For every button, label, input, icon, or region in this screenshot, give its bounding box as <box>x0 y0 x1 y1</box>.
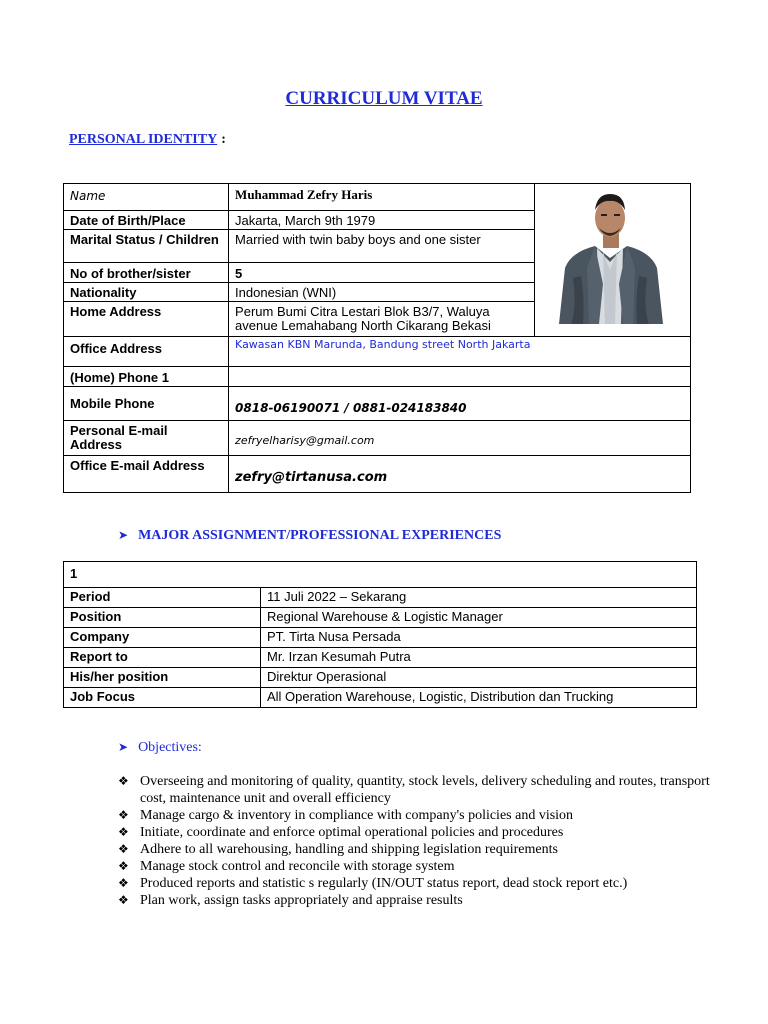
experience-number: 1 <box>64 562 697 588</box>
label-mobile-phone: Mobile Phone <box>64 387 229 421</box>
value-siblings: 5 <box>229 263 535 283</box>
personal-identity-label: PERSONAL IDENTITY <box>69 132 218 147</box>
value-his-her-position: Direktur Operasional <box>261 668 697 688</box>
value-report-to: Mr. Irzan Kesumah Putra <box>261 648 697 668</box>
label-name: Name <box>64 184 229 211</box>
objective-text: Produced reports and statistic s regularly (IN/OUT status report, dead stock report etc.) <box>140 876 628 891</box>
diamond-bullet-icon: ❖ <box>118 825 129 839</box>
arrow-bullet-icon: ➤ <box>118 740 129 754</box>
photo-cell <box>535 184 691 337</box>
experience-heading-label: MAJOR ASSIGNMENT/PROFESSIONAL EXPERIENCES <box>138 528 502 543</box>
value-period: 11 Juli 2022 – Sekarang <box>261 588 697 608</box>
list-item <box>118 773 718 807</box>
label-job-focus: Job Focus <box>64 688 261 708</box>
label-nationality: Nationality <box>64 283 229 302</box>
value-office-address: Kawasan KBN Marunda, Bandung street North Jakarta <box>229 337 691 367</box>
diamond-bullet-icon: ❖ <box>118 876 129 890</box>
objective-text: Adhere to all warehousing, handling and shipping legislation requirements <box>140 842 558 857</box>
value-mobile-phone: 0818-06190071 / 0881-024183840 <box>229 387 691 421</box>
experience-heading <box>118 528 501 544</box>
label-his-her-position: His/her position <box>64 668 261 688</box>
objective-text: Initiate, coordinate and enforce optimal operational policies and procedures <box>140 825 564 840</box>
label-home-phone: (Home) Phone 1 <box>64 367 229 387</box>
value-date-of-birth: Jakarta, March 9th 1979 <box>229 211 535 230</box>
arrow-bullet-icon: ➤ <box>118 528 129 542</box>
value-home-address: Perum Bumi Citra Lestari Blok B3/7, Waluya avenue Lemahabang North Cikarang Bekasi <box>229 302 535 337</box>
value-name: Muhammad Zefry Haris <box>229 184 535 211</box>
cv-title: CURRICULUM VITAE <box>285 88 483 109</box>
list-item <box>118 841 718 858</box>
objectives-heading <box>118 740 202 756</box>
value-nationality: Indonesian (WNI) <box>229 283 535 302</box>
value-personal-email: zefryelharisy@gmail.com <box>229 421 691 456</box>
diamond-bullet-icon: ❖ <box>118 774 129 788</box>
objective-text: Overseeing and monitoring of quality, quantity, stock levels, delivery scheduling and routes, transport cost, maintenance unit and overall efficiency <box>140 774 710 806</box>
list-item <box>118 858 718 875</box>
person-portrait-icon <box>537 188 684 324</box>
value-company: PT. Tirta Nusa Persada <box>261 628 697 648</box>
objective-text: Plan work, assign tasks appropriately and appraise results <box>140 893 463 908</box>
objective-text: Manage cargo & inventory in compliance with company's policies and vision <box>140 808 574 823</box>
value-office-email: zefry@tirtanusa.com <box>229 456 691 493</box>
label-position: Position <box>64 608 261 628</box>
experience-table <box>63 561 697 708</box>
label-siblings: No of brother/sister <box>64 263 229 283</box>
list-item <box>118 892 718 909</box>
diamond-bullet-icon: ❖ <box>118 842 129 856</box>
objectives-list <box>118 773 718 909</box>
personal-identity-table <box>63 183 691 493</box>
value-marital-status: Married with twin baby boys and one sister <box>229 230 535 263</box>
value-position: Regional Warehouse & Logistic Manager <box>261 608 697 628</box>
objectives-heading-label: Objectives: <box>138 740 202 755</box>
list-item <box>118 824 718 841</box>
personal-identity-heading <box>69 132 226 148</box>
label-marital-status: Marital Status / Children <box>64 230 229 263</box>
diamond-bullet-icon: ❖ <box>118 808 129 822</box>
heading-colon: : <box>221 132 226 147</box>
label-office-address: Office Address <box>64 337 229 367</box>
label-personal-email: Personal E-mail Address <box>64 421 229 456</box>
objective-text: Manage stock control and reconcile with storage system <box>140 859 455 874</box>
list-item <box>118 875 718 892</box>
value-home-phone <box>229 367 691 387</box>
value-job-focus: All Operation Warehouse, Logistic, Distribution dan Trucking <box>261 688 697 708</box>
label-report-to: Report to <box>64 648 261 668</box>
label-period: Period <box>64 588 261 608</box>
diamond-bullet-icon: ❖ <box>118 859 129 873</box>
label-office-email: Office E-mail Address <box>64 456 229 493</box>
profile-photo <box>537 188 684 324</box>
label-home-address: Home Address <box>64 302 229 337</box>
list-item <box>118 807 718 824</box>
label-company: Company <box>64 628 261 648</box>
label-date-of-birth: Date of Birth/Place <box>64 211 229 230</box>
diamond-bullet-icon: ❖ <box>118 893 129 907</box>
